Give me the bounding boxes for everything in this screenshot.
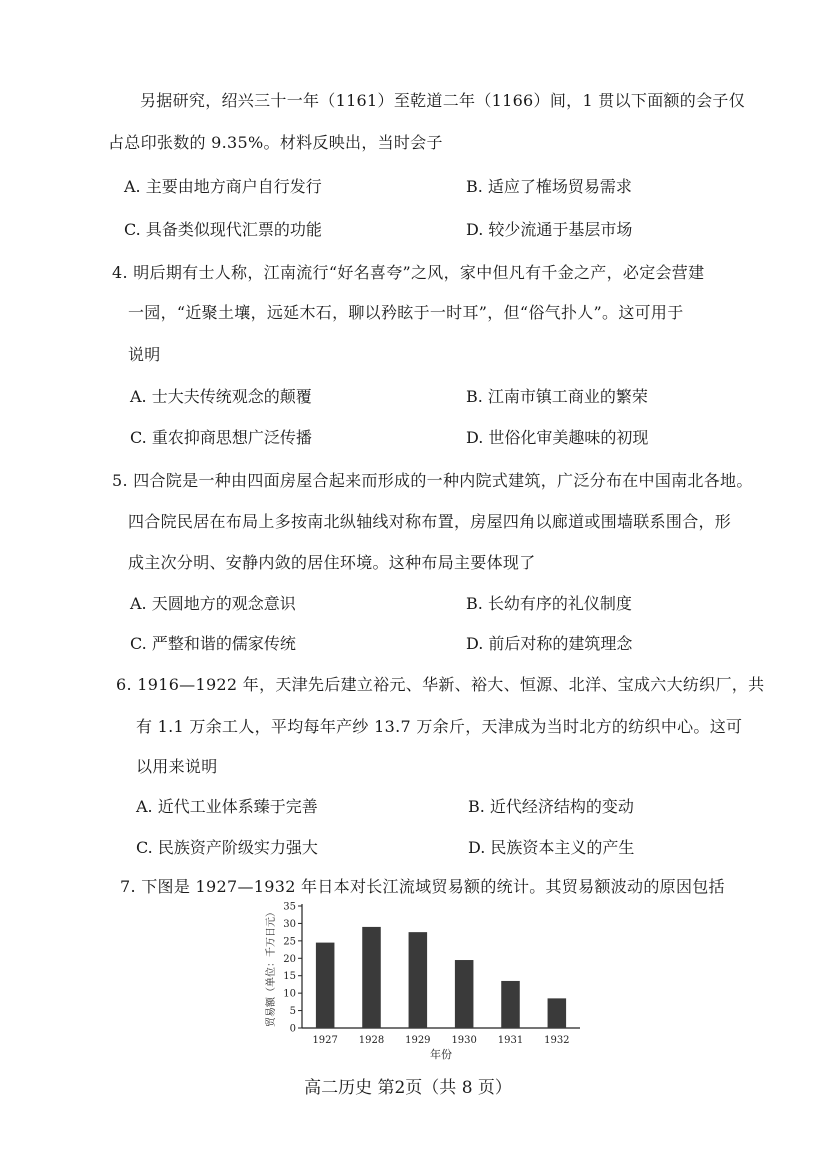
bar-1928 (362, 927, 381, 1028)
x-tick-label: 1930 (451, 1035, 477, 1046)
q6-stem-line3: 以用来说明 (136, 757, 218, 776)
y-tick-label: 25 (283, 936, 296, 948)
q3-option-b: B. 适应了榷场贸易需求 (466, 177, 632, 196)
x-axis-label: 年份 (430, 1048, 452, 1061)
q3-option-a: A. 主要由地方商户自行发行 (124, 177, 322, 196)
q5-stem-line3: 成主次分明、安静内敛的居住环境。这种布局主要体现了 (128, 553, 536, 572)
q6-option-b: B. 近代经济结构的变动 (468, 797, 634, 816)
q5-option-a: A. 天圆地方的观念意识 (130, 594, 296, 613)
x-tick-label: 1927 (312, 1035, 338, 1046)
q4-option-b: B. 江南市镇工商业的繁荣 (466, 387, 648, 406)
q4-option-a: A. 士大夫传统观念的颠覆 (130, 387, 312, 406)
y-tick-label: 5 (289, 1006, 296, 1018)
q6-option-a: A. 近代工业体系臻于完善 (136, 797, 318, 816)
y-tick-label: 20 (283, 953, 296, 965)
q3-text-line1: 另据研究，绍兴三十一年（1161）至乾道二年（1166）间，1 贯以下面额的会子仅 (140, 91, 746, 110)
q3-option-c: C. 具备类似现代汇票的功能 (124, 220, 322, 239)
bar-1931 (501, 981, 520, 1028)
x-tick-label: 1931 (497, 1035, 524, 1046)
q6-option-c: C. 民族资产阶级实力强大 (136, 838, 318, 857)
q5-option-d: D. 前后对称的建筑理念 (466, 634, 633, 653)
q4-option-d: D. 世俗化审美趣味的初现 (466, 428, 649, 447)
x-tick-label: 1929 (405, 1035, 431, 1046)
q4-stem-line3: 说明 (128, 345, 161, 364)
q5-option-b: B. 长幼有序的礼仪制度 (466, 594, 632, 613)
x-tick-label: 1928 (358, 1035, 385, 1046)
y-tick-label: 15 (283, 971, 296, 983)
page-footer: 高二历史 第2页（共 8 页） (304, 1078, 512, 1098)
q7-stem-line1: 7. 下图是 1927—1932 年日本对长江流域贸易额的统计。其贸易额波动的原因包括 (120, 877, 725, 896)
bar-1929 (409, 932, 428, 1028)
q5-stem-line1: 5. 四合院是一种由四面房屋合起来而形成的一种内院式建筑，广泛分布在中国南北各地。 (112, 471, 753, 490)
q6-option-d: D. 民族资本主义的产生 (468, 838, 635, 857)
q4-stem-line1: 4. 明后期有士人称，江南流行“好名喜夸”之风，家中但凡有千金之产，必定会营建 (112, 263, 705, 282)
y-tick-label: 30 (283, 918, 296, 930)
bar-1932 (548, 998, 567, 1028)
q6-stem-line2: 有 1.1 万余工人，平均每年产纱 13.7 万余斤，天津成为当时北方的纺织中心。这可 (136, 717, 743, 736)
q4-option-c: C. 重农抑商思想广泛传播 (130, 428, 312, 447)
q6-stem-line1: 6. 1916—1922 年，天津先后建立裕元、华新、裕大、恒源、北洋、宝成六大纺织厂，共 (116, 675, 765, 694)
q5-option-c: C. 严整和谐的儒家传统 (130, 634, 296, 653)
q3-option-d: D. 较少流通于基层市场 (466, 220, 633, 239)
y-tick-label: 35 (283, 901, 296, 913)
x-tick-label: 1932 (544, 1035, 570, 1046)
y-tick-label: 10 (283, 988, 296, 1000)
y-axis-label: 贸易额（单位：千万日元） (266, 907, 277, 1027)
q4-stem-line2: 一园，“近聚土壤，远延木石，聊以矜眩于一时耳”，但“俗气扑人”。这可用于 (128, 303, 684, 322)
q5-stem-line2: 四合院民居在布局上多按南北纵轴线对称布置，房屋四角以廊道或围墙联系围合，形 (128, 512, 732, 531)
y-tick-label: 0 (289, 1023, 296, 1035)
trade-bar-chart (262, 898, 592, 1063)
chart-svg (262, 898, 592, 1063)
bar-1930 (455, 960, 474, 1028)
bar-1927 (316, 943, 335, 1028)
q3-text-line2: 占总印张数的 9.35%。材料反映出，当时会子 (108, 133, 443, 152)
